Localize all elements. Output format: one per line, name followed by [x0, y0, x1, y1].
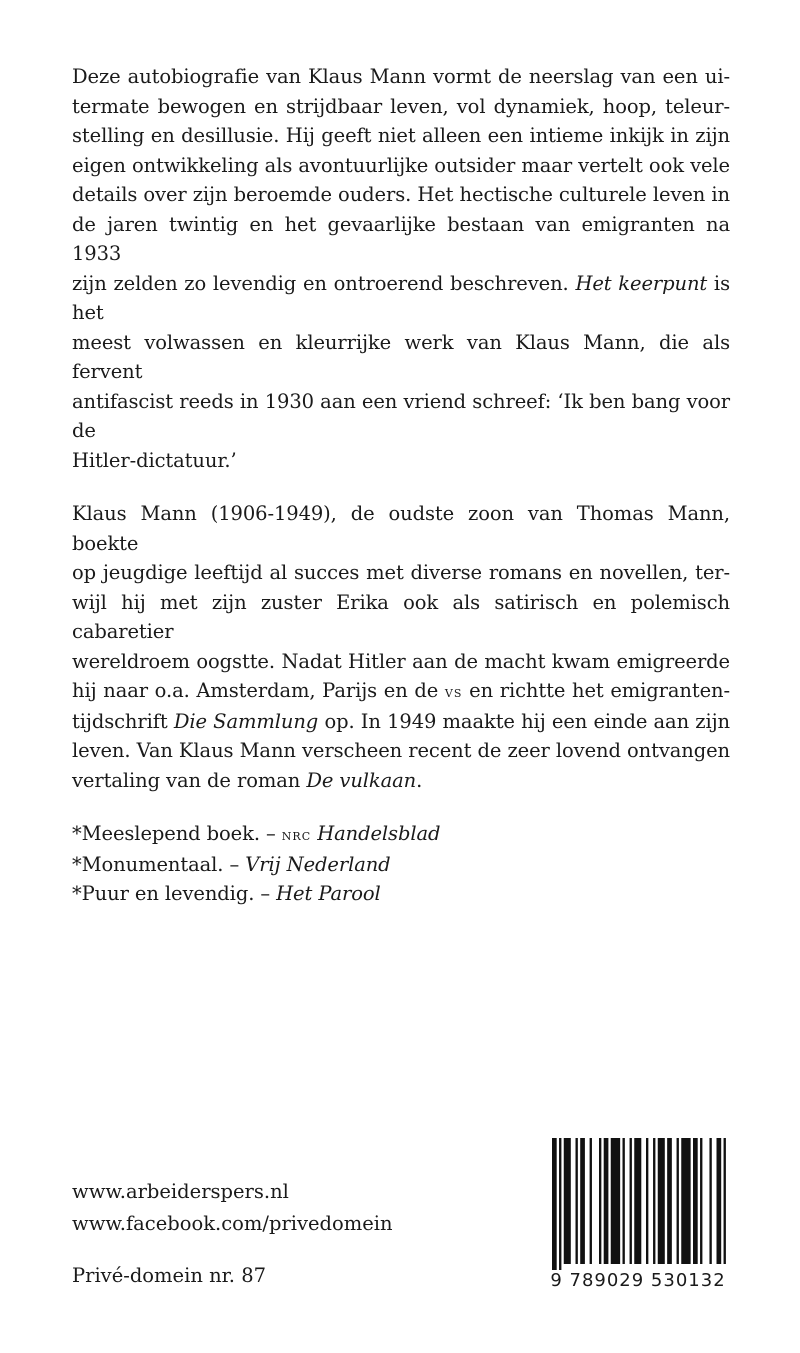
text-fragment: en richtte het emigranten-	[469, 679, 731, 702]
barcode-bar	[709, 1138, 711, 1264]
text-fragment: tijdschrift	[72, 709, 168, 733]
barcode-bar	[717, 1138, 722, 1264]
text-line: stelling en desillusie. Hij geeft niet alleen een intieme inkijk in zijn	[72, 124, 730, 147]
text-line	[72, 676, 730, 707]
country-abbreviation: vs	[444, 682, 463, 701]
barcode-bar	[580, 1138, 585, 1264]
text-line: details over zijn beroemde ouders. Het hectische culturele leven in	[72, 183, 730, 206]
barcode-bar	[653, 1138, 655, 1264]
barcode-bar	[611, 1138, 620, 1264]
quote-source: Vrij Nederland	[245, 852, 391, 876]
quote-source: Handelsblad	[311, 822, 441, 845]
series-number: Privé-domein nr. 87	[72, 1264, 267, 1287]
barcode-bar	[599, 1138, 601, 1264]
description-paragraph	[72, 62, 730, 475]
back-cover-text	[72, 62, 730, 909]
text-line: Hitler-dictatuur.’	[72, 448, 237, 472]
text-fragment: op. In 1949 maakte hij een einde aan zijn	[324, 709, 730, 733]
novel-title: De vulkaan	[306, 768, 417, 792]
text-line: de jaren twintig en het gevaarlijke bestaan van emigranten na 1933	[72, 212, 730, 265]
website-link[interactable]: www.arbeiderspers.nl	[72, 1180, 289, 1203]
isbn-number: 9 789029 530132	[542, 1270, 734, 1291]
barcode-bar	[700, 1138, 702, 1264]
press-quote	[72, 879, 730, 909]
text-line: eigen ontwikkeling als avontuurlijke outsider maar vertelt ook vele	[72, 153, 730, 177]
barcode-bar	[646, 1138, 648, 1264]
text-line: Klaus Mann (1906-1949), de oudste zoon van Thomas Mann, boekte	[72, 502, 730, 555]
quote-source-prefix: nrc	[281, 825, 312, 844]
text-fragment: .	[416, 768, 423, 792]
barcode-bar	[576, 1138, 578, 1264]
quote-source: Het Parool	[276, 882, 381, 905]
barcode-bar	[590, 1138, 592, 1264]
journal-title: Die Sammlung	[173, 709, 319, 733]
text-line: Deze autobiografie van Klaus Mann vormt de neerslag van een ui-	[72, 65, 730, 88]
barcode-bar	[724, 1138, 726, 1264]
barcode-bar	[634, 1138, 641, 1264]
text-line	[72, 269, 730, 328]
barcode-bar	[630, 1138, 632, 1264]
text-fragment: is het	[72, 271, 730, 324]
barcode-bar	[564, 1138, 571, 1264]
quote-text: *Puur en levendig. –	[72, 882, 277, 905]
barcode-bar	[552, 1138, 557, 1276]
barcode-bar	[604, 1138, 609, 1264]
barcode-bar	[677, 1138, 679, 1264]
author-paragraph	[72, 499, 730, 795]
barcode-bar	[693, 1138, 698, 1264]
text-line: wijl hij met zijn zuster Erika ook als satirisch en polemisch cabaretier	[72, 590, 730, 643]
text-fragment: zijn zelden zo levendig en ontroerend beschreven.	[72, 271, 569, 295]
text-line	[72, 707, 730, 737]
facebook-link[interactable]: www.facebook.com/privedomein	[72, 1212, 393, 1235]
text-line: antifascist reeds in 1930 aan een vriend schreef: ‘Ik ben bang voor de	[72, 389, 730, 442]
press-quote	[72, 819, 730, 850]
press-quotes	[72, 819, 730, 909]
text-line: wereldroem oogstte. Nadat Hitler aan de macht kwam emigreerde	[72, 649, 730, 673]
text-line: op jeugdige leeftijd al succes met diverse romans en novellen, ter-	[72, 561, 730, 584]
text-line	[72, 766, 730, 796]
barcode-bar	[681, 1138, 690, 1264]
isbn-barcode	[542, 1138, 734, 1298]
publisher-links	[72, 1176, 393, 1240]
text-fragment: hij naar o.a. Amsterdam, Parijs en de	[72, 679, 439, 702]
text-fragment: vertaling van de roman	[72, 768, 301, 792]
barcode-bar	[667, 1138, 672, 1264]
book-title: Het keerpunt	[575, 271, 708, 295]
barcode-bar	[623, 1138, 625, 1264]
press-quote	[72, 850, 730, 880]
quote-text: *Monumentaal. –	[72, 852, 246, 876]
text-line: termate bewogen en strijdbaar leven, vol dynamiek, hoop, teleur-	[72, 94, 730, 118]
barcode-bar	[658, 1138, 665, 1264]
quote-text: *Meeslepend boek. –	[72, 822, 282, 845]
text-line: meest volwassen en kleurrijke werk van Klaus Mann, die als fervent	[72, 330, 730, 383]
text-line: leven. Van Klaus Mann verscheen recent de zeer lovend ontvangen	[72, 739, 730, 762]
barcode-bar	[559, 1138, 561, 1276]
